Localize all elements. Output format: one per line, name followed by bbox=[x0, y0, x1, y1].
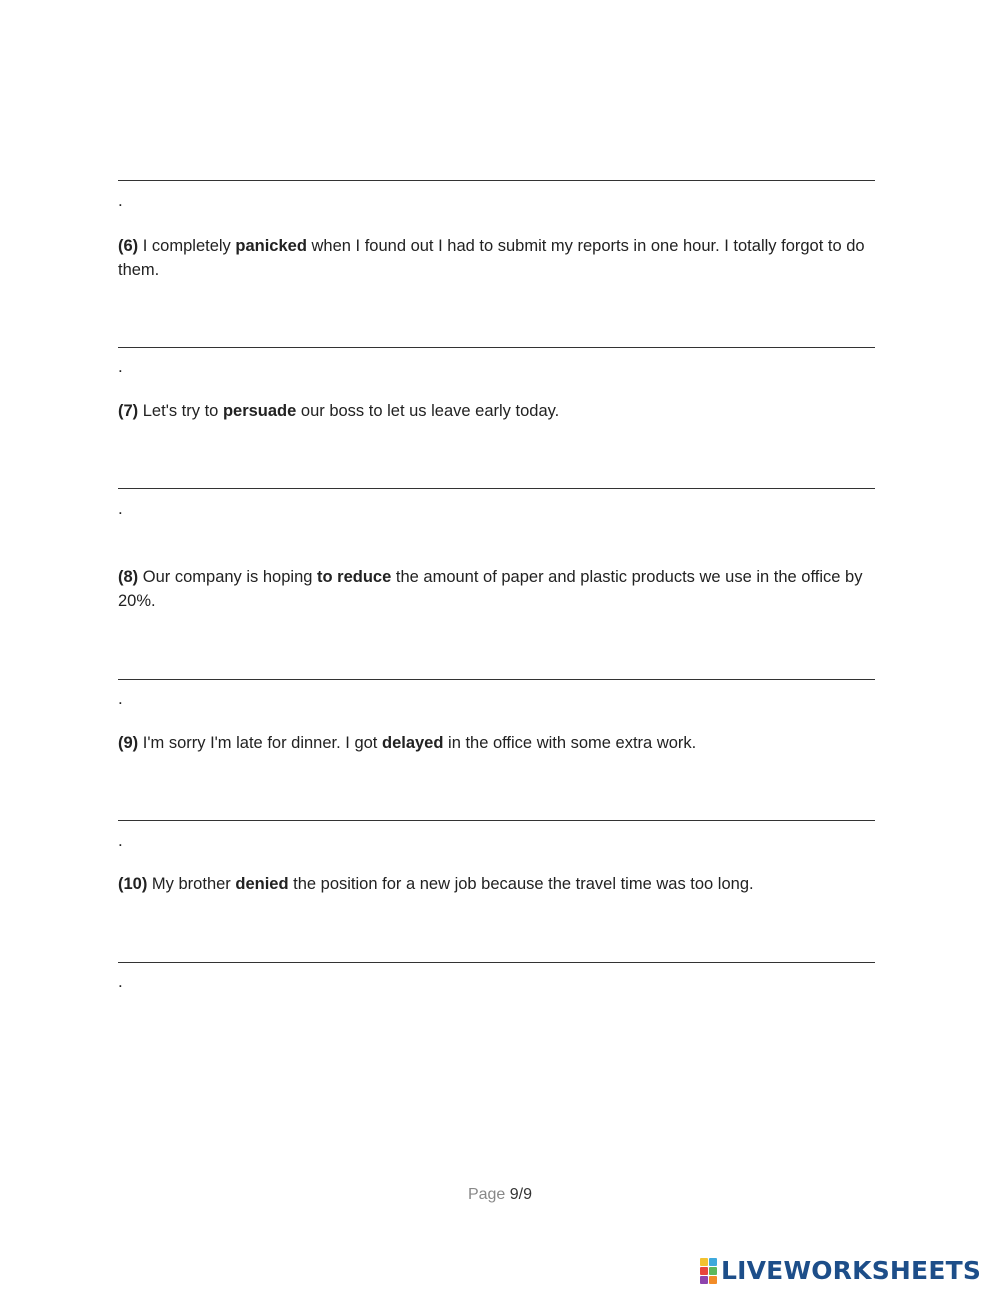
page-number: Page 9/9 bbox=[467, 1186, 533, 1203]
answer-line-end: . bbox=[118, 191, 123, 210]
question-9: (9) I'm sorry I'm late for dinner. I got delayed in the office with some extra work. bbox=[118, 734, 697, 752]
answer-line-6[interactable] bbox=[118, 347, 875, 348]
target-word: to reduce bbox=[317, 568, 392, 586]
question-6: (6) I completely panicked when I found out I had to submit my reports in one hour. I totally forgot to do them. bbox=[118, 237, 865, 279]
question-number: (7) bbox=[118, 402, 139, 420]
target-word: denied bbox=[235, 875, 289, 893]
target-word: persuade bbox=[222, 402, 297, 420]
liveworksheets-logo bbox=[700, 1256, 981, 1286]
answer-line-9[interactable] bbox=[118, 820, 875, 821]
logo-square bbox=[709, 1276, 717, 1284]
answer-line-end: . bbox=[118, 972, 123, 991]
logo-square bbox=[709, 1258, 717, 1266]
logo-square bbox=[709, 1267, 717, 1275]
target-word: delayed bbox=[381, 734, 444, 752]
question-10: (10) My brother denied the position for a new job because the travel time was too long. bbox=[118, 875, 754, 893]
brand-name: LIVEWORKSHEETS bbox=[721, 1256, 982, 1285]
answer-line-end: . bbox=[118, 357, 123, 376]
target-word: panicked bbox=[235, 237, 307, 255]
logo-square bbox=[700, 1276, 708, 1284]
answer-line-8[interactable] bbox=[118, 679, 875, 680]
answer-line[interactable] bbox=[118, 180, 875, 181]
answer-line-end: . bbox=[118, 831, 123, 850]
answer-line-7[interactable] bbox=[118, 488, 875, 489]
answer-line-end: . bbox=[118, 689, 123, 708]
question-number: (6) bbox=[118, 237, 139, 255]
question-number: (10) bbox=[118, 875, 148, 893]
question-8: (8) Our company is hoping to reduce the amount of paper and plastic products we use in the office by 20%. bbox=[118, 568, 863, 610]
logo-square bbox=[700, 1258, 708, 1266]
answer-line-end: . bbox=[118, 499, 123, 518]
question-7: (7) Let's try to persuade our boss to let us leave early today. bbox=[118, 402, 560, 420]
liveworksheets-logo-icon bbox=[700, 1258, 717, 1284]
answer-line-10[interactable] bbox=[118, 962, 875, 963]
question-number: (9) bbox=[118, 734, 139, 752]
logo-square bbox=[700, 1267, 708, 1275]
question-number: (8) bbox=[118, 568, 139, 586]
